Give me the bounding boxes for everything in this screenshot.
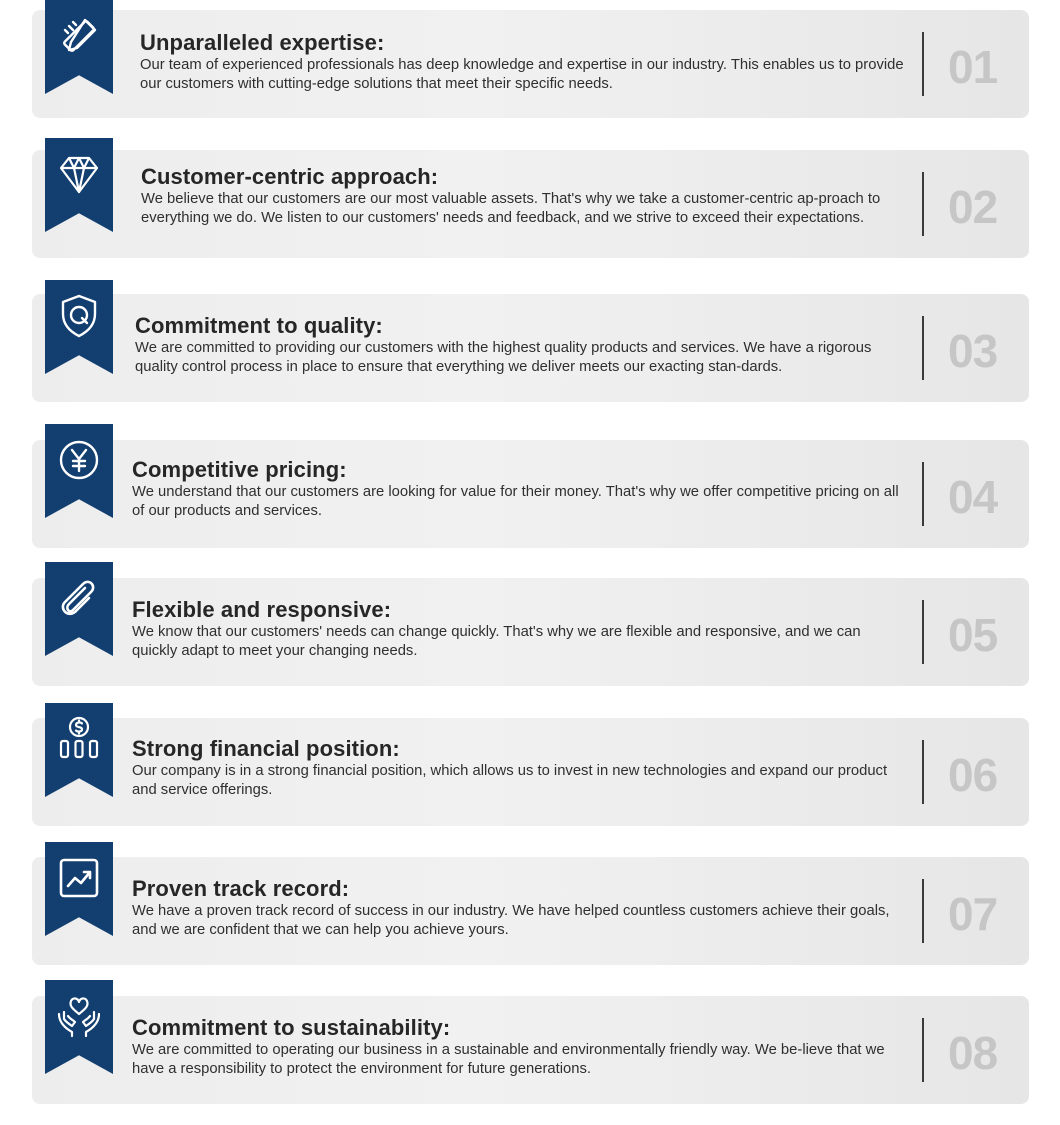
divider — [922, 462, 924, 526]
dollar-bars-icon — [55, 715, 103, 763]
divider — [922, 1018, 924, 1082]
feature-number: 03 — [948, 325, 998, 377]
feature-number: 08 — [948, 1027, 998, 1079]
trend-chart-icon — [55, 854, 103, 902]
divider — [922, 172, 924, 236]
feature-title: Commitment to sustainability: — [132, 1015, 451, 1040]
feature-number: 05 — [948, 609, 998, 661]
feature-title: Competitive pricing: — [132, 457, 347, 482]
feature-description: We know that our customers' needs can change quickly. That's why we are flexible and responsive, and we can quickly adapt to meet your changing needs. — [132, 624, 861, 660]
feature-number: 01 — [948, 41, 998, 93]
feature-title: Unparalleled expertise: — [140, 30, 385, 55]
feature-description: We are committed to providing our customers with the highest quality products and services. We have a rigorous quality control process in place to ensure that everything we deliver meets our exacting stan-dards. — [135, 340, 872, 376]
divider — [922, 879, 924, 943]
feature-title: Customer-centric approach: — [141, 164, 439, 189]
yen-coin-icon — [55, 436, 103, 484]
feature-number: 07 — [948, 888, 998, 940]
feature-number: 06 — [948, 749, 998, 801]
heart-hands-icon — [55, 992, 103, 1040]
feature-title: Proven track record: — [132, 876, 350, 901]
diamond-icon — [55, 150, 103, 198]
feature-title: Commitment to quality: — [135, 313, 383, 338]
feature-title: Flexible and responsive: — [132, 597, 392, 622]
feature-description: We believe that our customers are our most valuable assets. That's why we take a customer-centric ap-proach to everything we do. We listen to our customers' needs and feedback, and we strive to exceed their expectations. — [141, 191, 881, 227]
feature-description: We understand that our customers are looking for value for their money. That's why we offer competitive pricing on all of our products and services. — [132, 484, 899, 520]
pencil-ruler-icon — [55, 12, 103, 60]
divider — [922, 600, 924, 664]
feature-description: Our team of experienced professionals has deep knowledge and expertise in our industry. This enables us to provide our customers with cutting-edge solutions that meet their specific needs. — [140, 57, 904, 93]
divider — [922, 316, 924, 380]
feature-description: We have a proven track record of success in our industry. We have helped countless customers achieve their goals, and we are confident that we can help you achieve yours. — [132, 903, 890, 939]
feature-description: We are committed to operating our business in a sustainable and environmentally friendly way. We be-lieve that we have a responsibility to protect the environment for future generations. — [132, 1042, 885, 1078]
divider — [922, 32, 924, 96]
divider — [922, 740, 924, 804]
feature-description: Our company is in a strong financial position, which allows us to invest in new technologies and expand our product and service offerings. — [132, 763, 888, 799]
feature-number: 04 — [948, 471, 998, 523]
shield-q-icon — [55, 292, 103, 340]
feature-title: Strong financial position: — [132, 736, 400, 761]
feature-number: 02 — [948, 181, 998, 233]
paperclip-icon — [55, 574, 103, 622]
